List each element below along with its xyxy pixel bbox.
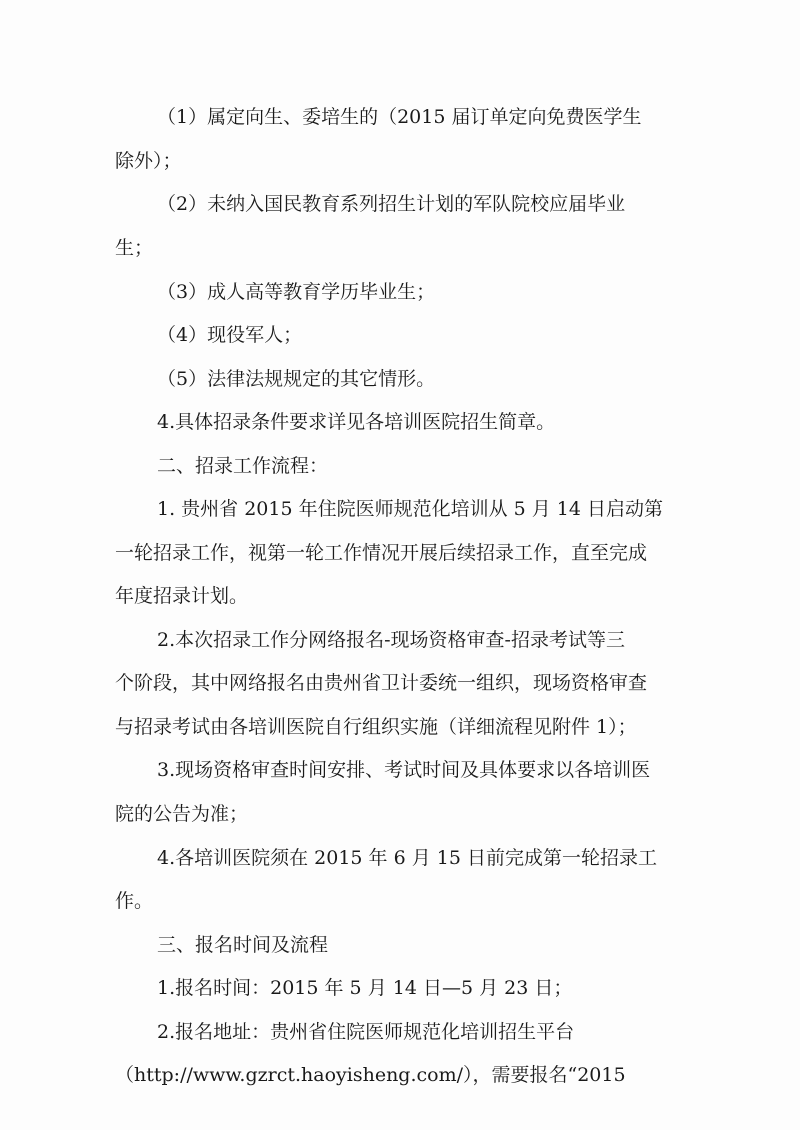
text-line: 3.现场资格审查时间安排、考试时间及具体要求以各培训医 (157, 759, 651, 781)
text-line: 年度招录计划。 (115, 585, 249, 607)
section-heading: 三、报名时间及流程 (157, 934, 329, 956)
text-line: （3）成人高等教育学历毕业生； (157, 281, 436, 303)
text-line: （4）现役军人； (157, 324, 303, 346)
text-line: 作。 (115, 890, 154, 912)
text-line: （1）属定向生、委培生的（2015 届订单定向免费医学生 (157, 106, 642, 128)
text-line: 1.报名时间：2015 年 5 月 14 日—5 月 23 日； (157, 977, 573, 999)
text-line: 4.各培训医院须在 2015 年 6 月 15 日前完成第一轮招录工 (157, 847, 657, 869)
text-line: 1. 贵州省 2015 年住院医师规范化培训从 5 月 14 日启动第 (157, 498, 664, 520)
text-line: 2.本次招录工作分网络报名-现场资格审查-招录考试等三 (157, 629, 625, 651)
text-line: 院的公告为准； (115, 803, 249, 825)
text-line: 4.具体招录条件要求详见各培训医院招生简章。 (157, 411, 556, 433)
text-line: （2）未纳入国民教育系列招生计划的军队院校应届毕业 (157, 193, 626, 215)
text-line: 与招录考试由各培训医院自行组织实施（详细流程见附件 1）； (115, 716, 637, 738)
section-heading: 二、招录工作流程： (157, 455, 329, 477)
text-line: 除外）； (115, 150, 182, 172)
text-line: 生； (115, 237, 154, 259)
text-line: 一轮招录工作，视第一轮工作情况开展后续招录工作，直至完成 (115, 542, 648, 564)
text-line: 2.报名地址：贵州省住院医师规范化培训招生平台 (157, 1021, 575, 1043)
text-line: （5）法律法规规定的其它情形。 (157, 368, 436, 390)
text-line: 个阶段，其中网络报名由贵州省卫计委统一组织，现场资格审查 (115, 672, 648, 694)
text-line: （http://www.gzrct.haoyisheng.com/），需要报名“2015 (115, 1064, 626, 1086)
